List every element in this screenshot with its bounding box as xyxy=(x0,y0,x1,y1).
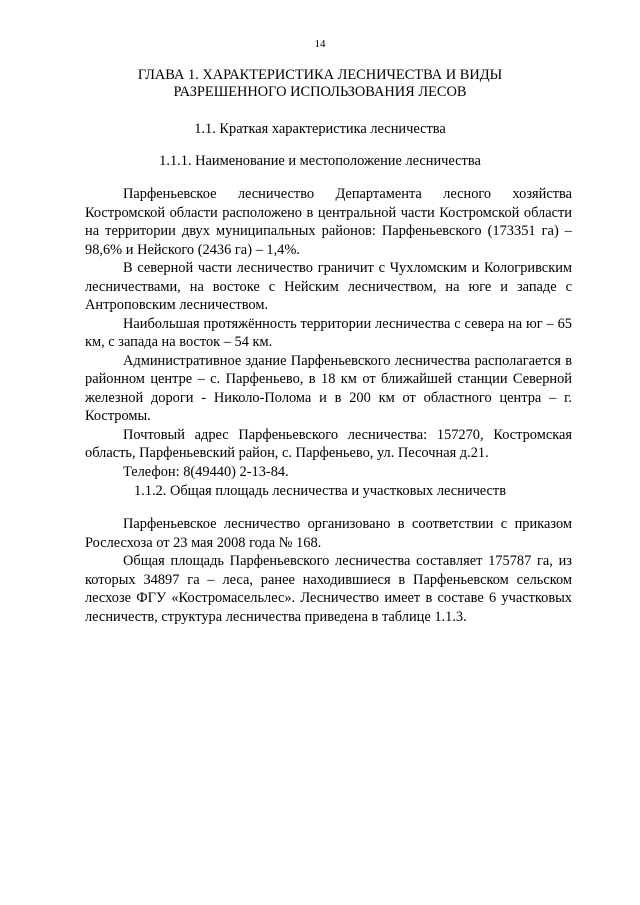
paragraph-total-area: Общая площадь Парфеньевского лесничества составляет 175787 га, из которых 34897 га – леса, ранее находившиеся в Парфеньевском сельском лесхозе ФГУ «Костромасельлес». Лесничество имеет в составе 6 участковых лесничеств, структура лесничества приведена в таблице 1.1.3. xyxy=(85,553,572,625)
subsection-title-area: 1.1.2. Общая площадь лесничества и участковых лесничеств xyxy=(133,483,507,499)
page-number: 14 xyxy=(314,38,326,50)
paragraph-postal-address: Почтовый адрес Парфеньевского лесничества: 157270, Костромская область, Парфеньевский район, с. Парфеньево, ул. Песочная д.21. xyxy=(85,426,572,461)
area-text-block xyxy=(85,515,572,626)
paragraph-borders: В северной части лесничество граничит с Чухломским и Кологривским лесничествами, на востоке с Нейским лесничеством, на юге и западе с Антроповским лесничеством. xyxy=(85,260,572,313)
section-title: 1.1. Краткая характеристика лесничества xyxy=(194,121,446,137)
paragraph-administrative-building: Административное здание Парфеньевского лесничества располагается в районном центре – с. Парфеньево, в 18 км от ближайшей станции Северной железной дороги - Николо-Полома и в 200 км от областного центра – г. Костромы. xyxy=(85,352,572,424)
subsection-title-location: 1.1.1. Наименование и местоположение лесничества xyxy=(159,153,481,169)
paragraph-location-overview: Парфеньевское лесничество Департамента лесного хозяйства Костромской области расположено в центральной части Костромской области на территории двух муниципальных районов: Парфеньевского (173351 га) – 98,6% и Нейского (2436 га) – 1,4%. xyxy=(85,186,572,258)
location-text-block xyxy=(85,185,572,481)
chapter-title: ГЛАВА 1. ХАРАКТЕРИСТИКА ЛЕСНИЧЕСТВА И ВИДЫ РАЗРЕШЕННОГО ИСПОЛЬЗОВАНИЯ ЛЕСОВ xyxy=(137,67,503,100)
paragraph-organization: Парфеньевское лесничество организовано в соответствии с приказом Рослесхоза от 23 мая 2008 года № 168. xyxy=(85,516,572,551)
paragraph-extent: Наибольшая протяжённость территории лесничества с севера на юг – 65 км, с запада на восток – 54 км. xyxy=(85,315,572,350)
paragraph-phone: Телефон: 8(49440) 2-13-84. xyxy=(123,463,289,480)
